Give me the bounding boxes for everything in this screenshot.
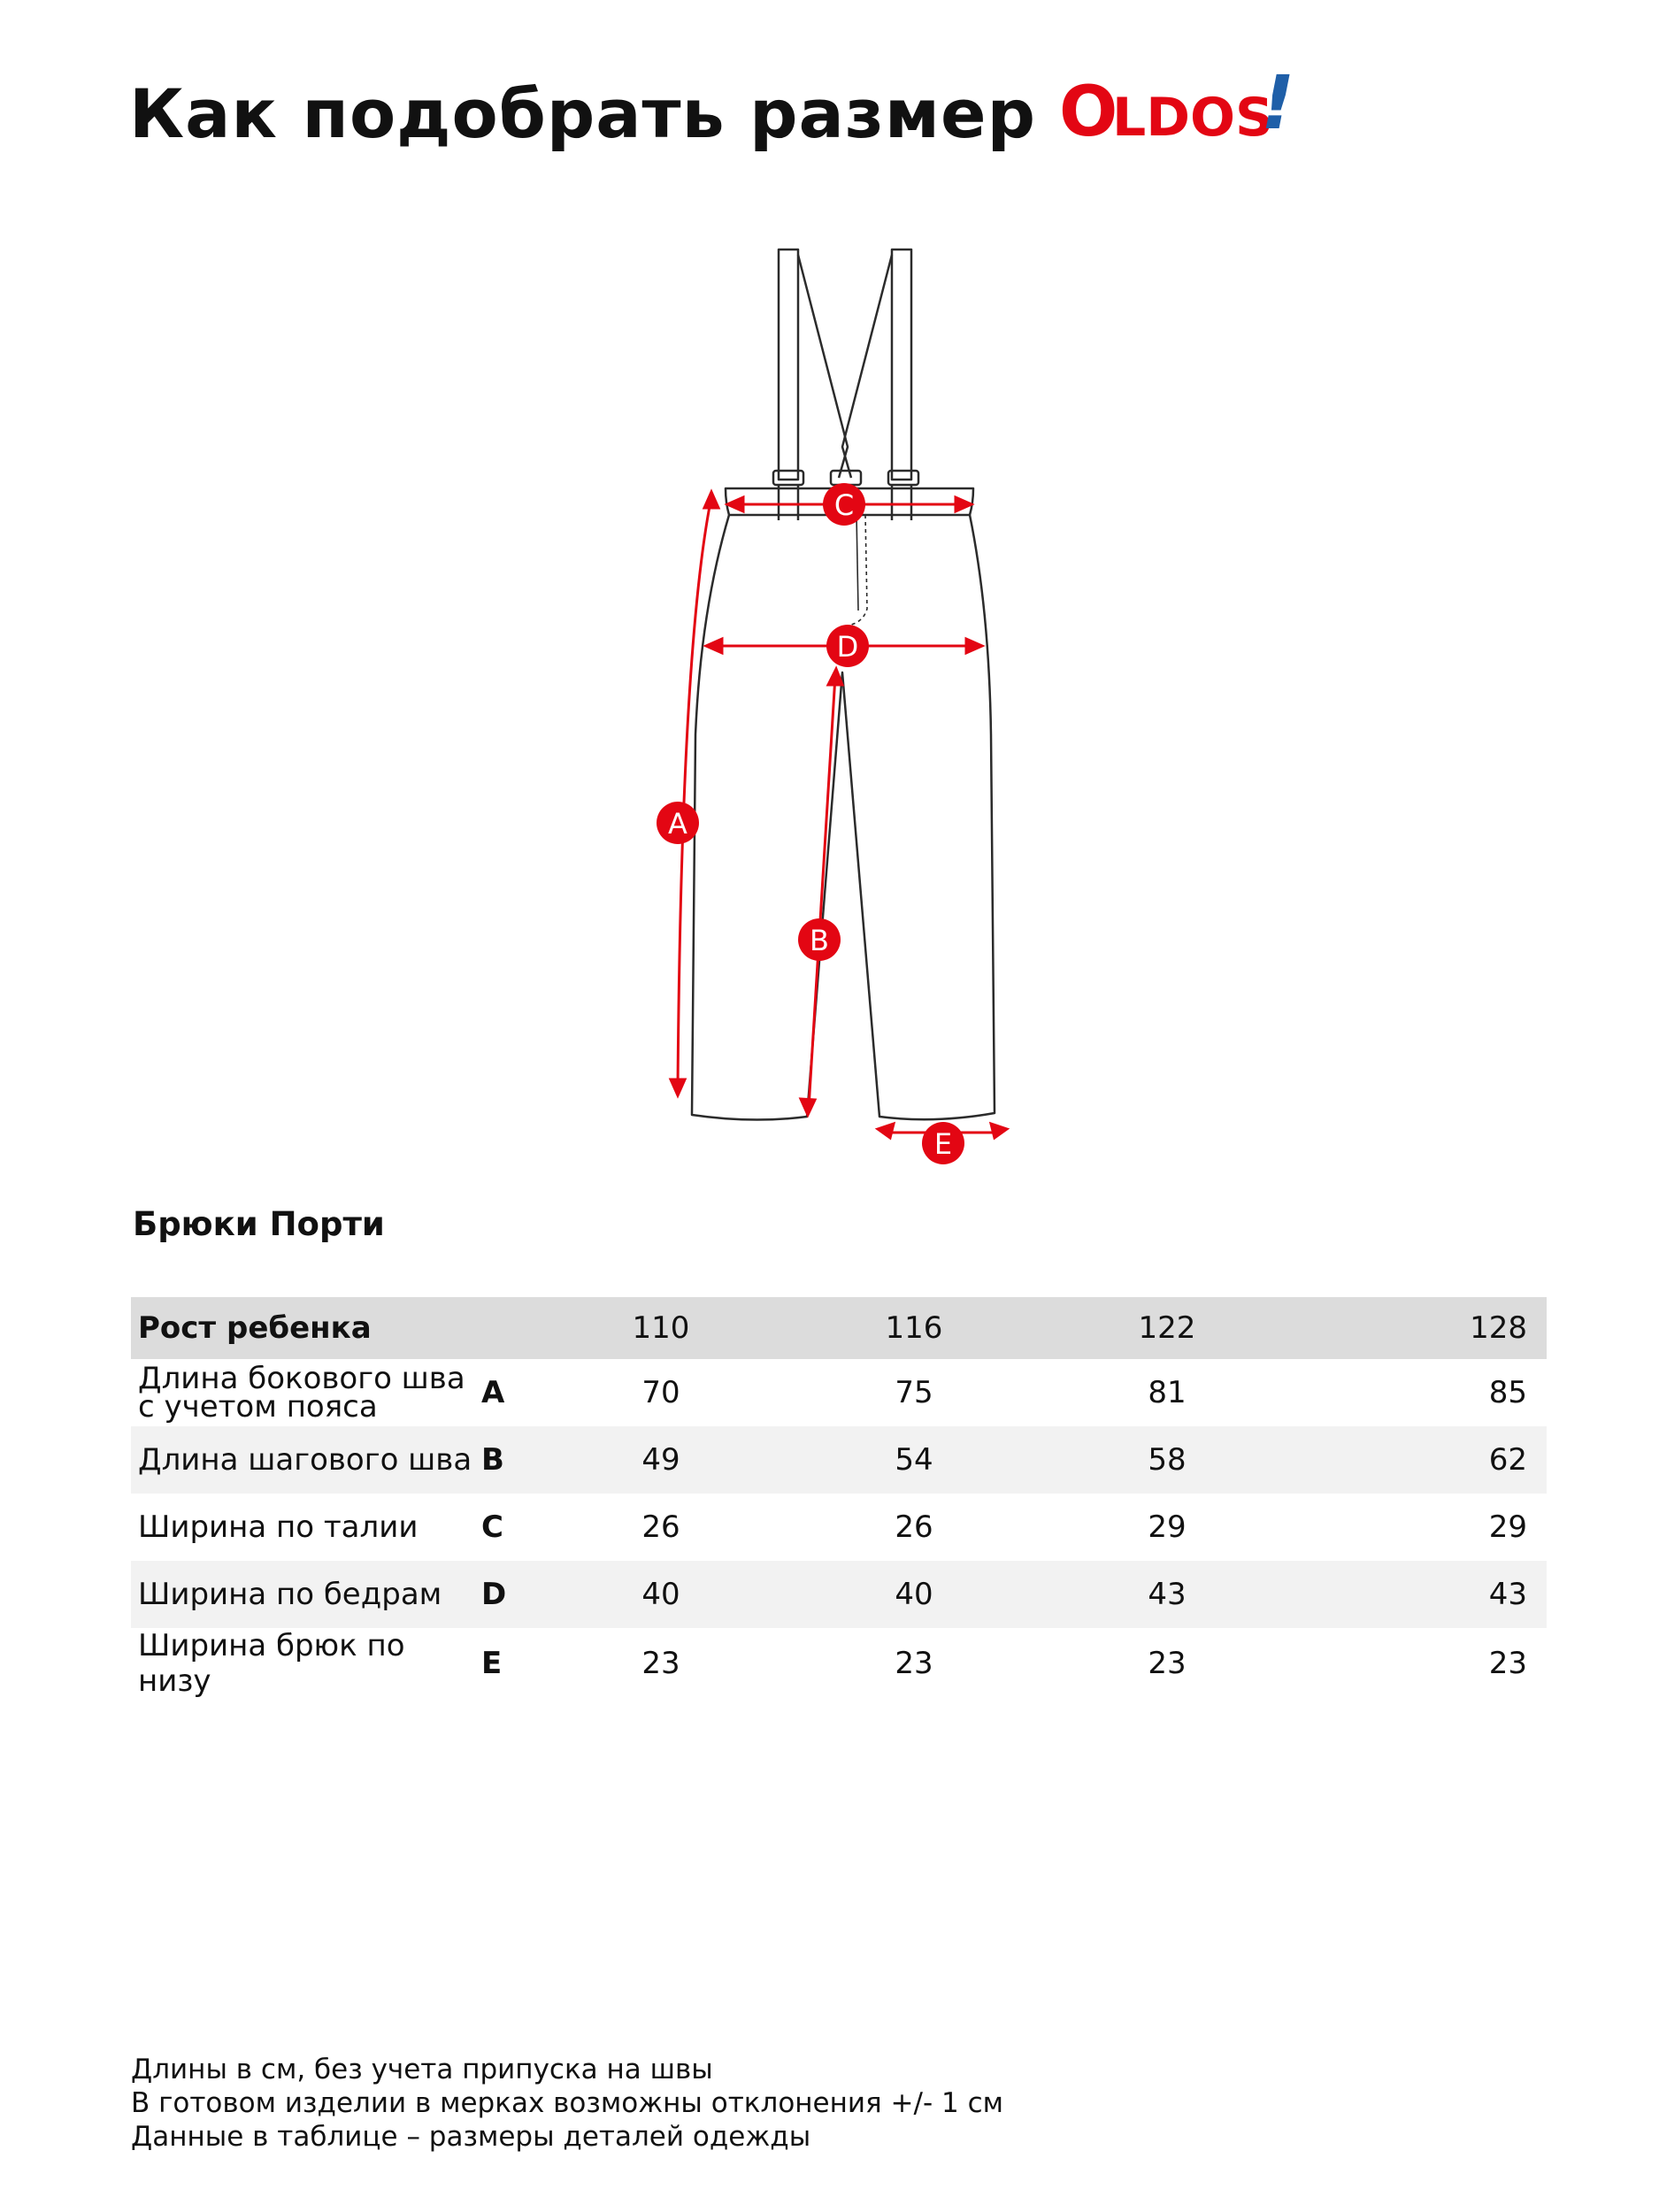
row-label: Ширина брюк по низу: [138, 1628, 405, 1699]
svg-text:O: O: [1059, 72, 1118, 151]
marker-d-label: D: [836, 630, 859, 664]
right-strap: [892, 250, 911, 480]
table-cell: 85: [1488, 1375, 1527, 1410]
table-cell: 43: [1488, 1577, 1527, 1612]
table-cell: 54: [895, 1442, 933, 1478]
marker-a: [657, 802, 699, 844]
table-cell: 23: [895, 1646, 933, 1681]
table-cell: 49: [641, 1442, 680, 1478]
table-cell: 70: [641, 1375, 680, 1410]
row-label: Длина шагового шва: [138, 1442, 472, 1478]
marker-b: [798, 918, 841, 961]
table-cell: 26: [641, 1509, 680, 1545]
row-letter: D: [481, 1577, 507, 1612]
table-cell: 62: [1488, 1442, 1527, 1478]
marker-d: [826, 625, 869, 667]
footnote-2: В готовом изделии в мерках возможны отклонения +/- 1 см: [131, 2087, 1004, 2119]
footnote-3: Данные в таблице – размеры деталей одежды: [131, 2121, 811, 2153]
table-row: [131, 1628, 1547, 1699]
table-cell: 40: [895, 1577, 933, 1612]
marker-e-label: E: [933, 1127, 953, 1161]
marker-c-label: C: [833, 488, 855, 522]
row-label: Ширина по бедрам: [138, 1577, 442, 1612]
table-cell: 23: [1488, 1646, 1527, 1681]
table-row: [131, 1494, 1547, 1561]
marker-c: [823, 483, 865, 526]
size-110: 110: [632, 1310, 690, 1346]
pants-measurement-diagram: [619, 239, 1044, 1177]
row-label-line2: с учетом пояса: [138, 1389, 378, 1425]
row-letter: E: [481, 1646, 503, 1681]
footnote-1: Длины в см, без учета припуска на швы: [131, 2054, 713, 2085]
cross-strap-left: [798, 255, 848, 478]
marker-e: [922, 1122, 964, 1164]
table-row: [131, 1561, 1547, 1628]
header-letter-cell: [481, 1297, 534, 1359]
table-cell: 43: [1148, 1577, 1187, 1612]
svg-text:!: !: [1261, 71, 1295, 146]
row-label: Ширина по талии: [138, 1509, 419, 1545]
page-title: Как подобрать размер: [129, 73, 1036, 153]
table-cell: 26: [895, 1509, 933, 1545]
table-cell: 23: [1148, 1646, 1187, 1681]
row-letter: B: [481, 1442, 504, 1478]
table-row: [131, 1359, 1547, 1426]
page-title-block: [129, 69, 1298, 157]
left-strap: [779, 250, 798, 480]
table-cell: 29: [1148, 1509, 1187, 1545]
footnotes: [131, 2053, 1003, 2154]
svg-text:LDOS: LDOS: [1112, 86, 1274, 149]
size-122: 122: [1138, 1310, 1196, 1346]
marker-a-label: A: [668, 807, 687, 841]
table-cell: 81: [1148, 1375, 1187, 1410]
product-name: Брюки Порти: [133, 1205, 385, 1243]
row-label-line1: Длина бокового шва: [138, 1361, 465, 1396]
size-116: 116: [885, 1310, 943, 1346]
pants-outline: [692, 515, 995, 1120]
row-label: [131, 1359, 481, 1426]
size-table: [131, 1297, 1547, 1699]
size-128: 128: [1470, 1310, 1527, 1346]
cross-strap-right: [842, 255, 892, 478]
table-header-row: [131, 1297, 1547, 1359]
table-row: [131, 1426, 1547, 1494]
table-cell: 29: [1488, 1509, 1527, 1545]
table-cell: 75: [895, 1375, 933, 1410]
table-cell: 58: [1148, 1442, 1187, 1478]
row-letter: A: [481, 1375, 505, 1410]
table-cell: 23: [641, 1646, 680, 1681]
measure-line-b: [809, 676, 835, 1108]
table-cell: 40: [641, 1577, 680, 1612]
oldos-logo: [1059, 72, 1298, 156]
row-letter: C: [481, 1509, 503, 1545]
marker-b-label: B: [810, 924, 829, 957]
header-label: Рост ребенка: [138, 1310, 372, 1346]
